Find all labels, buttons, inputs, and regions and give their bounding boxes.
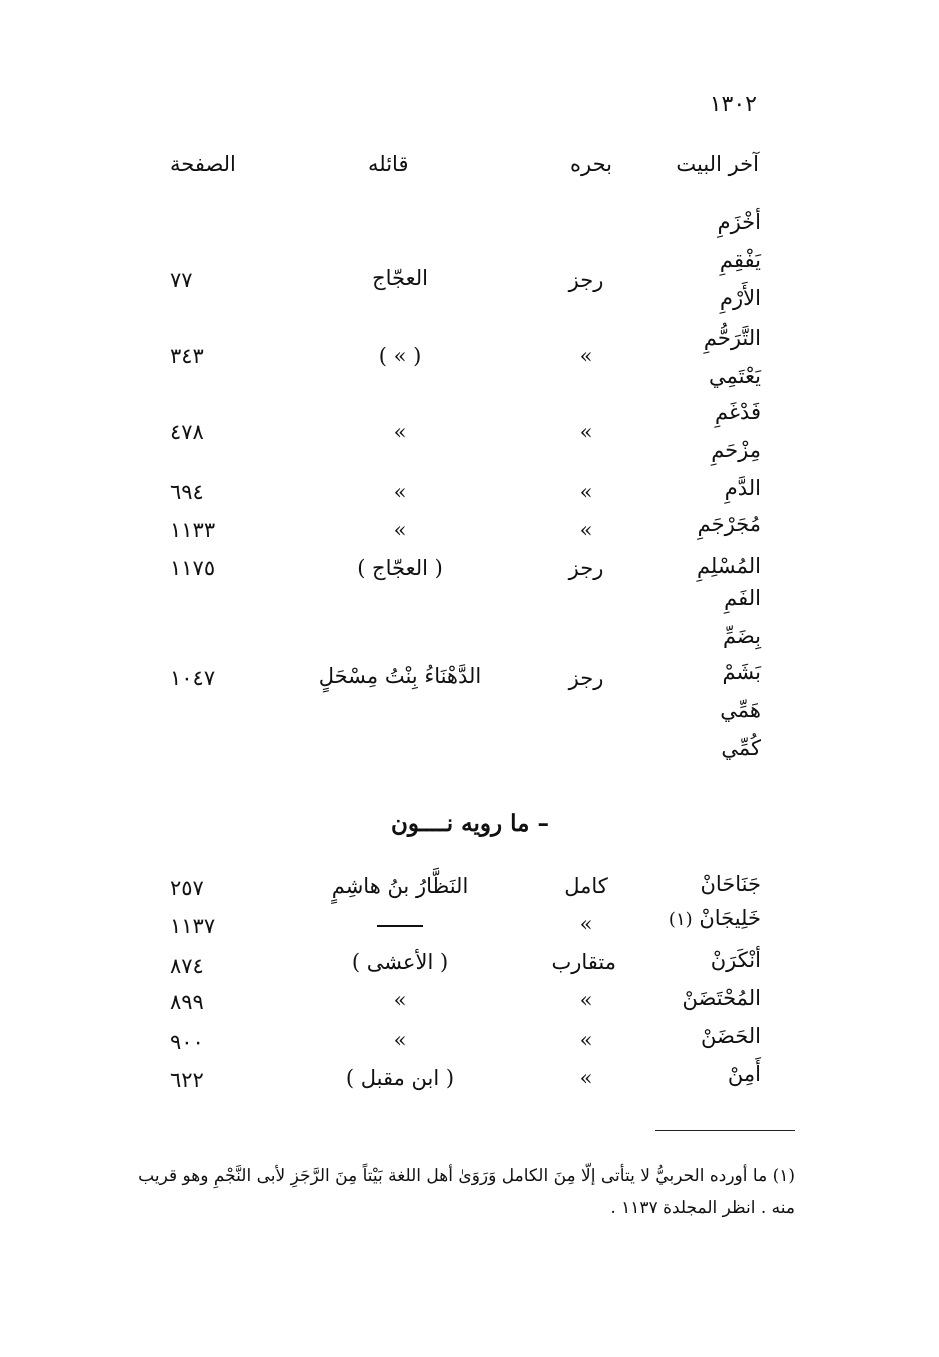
verse-ending: أَمِنْ <box>727 1062 761 1086</box>
page-cell: ١٠٤٧ <box>170 666 216 690</box>
poet-cell: ( ابن مقبل ) <box>345 1066 455 1090</box>
page-cell: ٧٧ <box>170 268 193 292</box>
poet-cell: » <box>393 988 407 1012</box>
meter-cell: رجز <box>568 268 604 292</box>
meter-cell: رجز <box>568 666 604 690</box>
poet-cell: الدَّهْنَاءُ بِنْتُ مِسْحَلٍ <box>318 664 482 688</box>
meter-cell: » <box>579 518 593 542</box>
verse-ending: الفَمِ <box>724 586 761 610</box>
verse-ending: المُحْتَضَنْ <box>682 986 761 1010</box>
page-cell: ١١٧٥ <box>170 556 216 580</box>
page-cell: ٨٧٤ <box>170 954 204 978</box>
poet-cell: النَظَّارُ بنُ هاشِمٍ <box>331 874 469 898</box>
poet-cell: ( العجّاج ) <box>357 556 443 580</box>
page-cell: ٦٢٢ <box>170 1068 204 1092</box>
meter-cell: » <box>579 1066 593 1090</box>
verse-ending: الحَضَنْ <box>701 1024 761 1048</box>
poet-cell: ( » ) <box>378 344 422 368</box>
verse-ending: يَفْقِمِ <box>719 248 761 272</box>
verse-ending: مُجَرْجَمِ <box>697 512 761 536</box>
meter-cell: كامل <box>564 874 608 898</box>
page-cell: ١١٣٧ <box>170 914 216 938</box>
poet-cell: ( الأعشى ) <box>351 950 449 974</box>
meter-cell: » <box>579 912 593 936</box>
section-title-text: ما رويه نــــون <box>391 810 530 837</box>
verse-ending: المُسْلِمِ <box>696 554 761 578</box>
verse-ending: الأَرْمِ <box>720 286 761 310</box>
verse-ending: جَنَاحَانْ <box>700 872 761 896</box>
verse-ending: كُمِّي <box>721 736 761 760</box>
meter-cell: رجز <box>568 556 604 580</box>
meter-cell: » <box>579 420 593 444</box>
page-cell: ٣٤٣ <box>170 344 204 368</box>
em-dash <box>377 925 423 927</box>
header-meter: بحره <box>570 152 612 176</box>
page-cell: ٩٠٠ <box>170 1030 204 1054</box>
meter-cell: » <box>579 344 593 368</box>
poet-cell: » <box>393 420 407 444</box>
poet-cell <box>275 912 525 936</box>
poet-cell: » <box>393 518 407 542</box>
poet-cell: » <box>393 480 407 504</box>
meter-cell: » <box>579 988 593 1012</box>
section-title <box>380 810 560 837</box>
section-title-dash: – <box>537 810 549 837</box>
meter-cell: متقارب <box>551 950 616 974</box>
header-last-of-verse: آخر البيت <box>676 152 759 176</box>
verse-ending: أنْكَرَنْ <box>710 948 761 972</box>
page-number: ١٣٠٢ <box>709 92 757 117</box>
verse-ending <box>669 906 761 931</box>
verse-ending: فَدْغَمِ <box>714 400 761 424</box>
page-cell: ٦٩٤ <box>170 480 204 504</box>
verse-ending: بَشَمْ <box>722 660 761 684</box>
verse-ending: يَعْتَمِي <box>709 364 761 388</box>
page-cell: ٤٧٨ <box>170 420 204 444</box>
verse-ending: التَّرَحُّمِ <box>703 326 761 350</box>
footnote-separator <box>655 1130 795 1131</box>
verse-ending-word: خَلِيجَانْ <box>699 906 761 930</box>
footnote-marker: (١) <box>668 909 693 930</box>
header-poet: قائله <box>368 152 409 176</box>
poet-cell: العجّاج <box>372 266 428 290</box>
meter-cell: » <box>579 480 593 504</box>
header-page: الصفحة <box>170 152 236 176</box>
verse-ending: مِزْحَمِ <box>711 438 761 462</box>
page-cell: ٨٩٩ <box>170 990 204 1014</box>
page-cell: ١١٣٣ <box>170 518 216 542</box>
poet-cell: » <box>393 1028 407 1052</box>
verse-ending: أخْزَمِ <box>717 210 761 234</box>
page-cell: ٢٥٧ <box>170 876 204 900</box>
footnote: (١) ما أورده الحربيُّ لا يتأتى إلّا مِنَ الكامل وَرَوَىٰ أهل اللغة بَيْتاً مِنَ الرَّجَزِ لأبى النَّجْمِ وهو قريب منه . انظر المجلدة ١١٣٧ . <box>138 1166 795 1218</box>
verse-ending: هَمِّي <box>720 698 761 722</box>
verse-ending: بِضَمِّ <box>722 624 761 648</box>
meter-cell: » <box>579 1028 593 1052</box>
verse-ending: الدَّمِ <box>724 476 761 500</box>
